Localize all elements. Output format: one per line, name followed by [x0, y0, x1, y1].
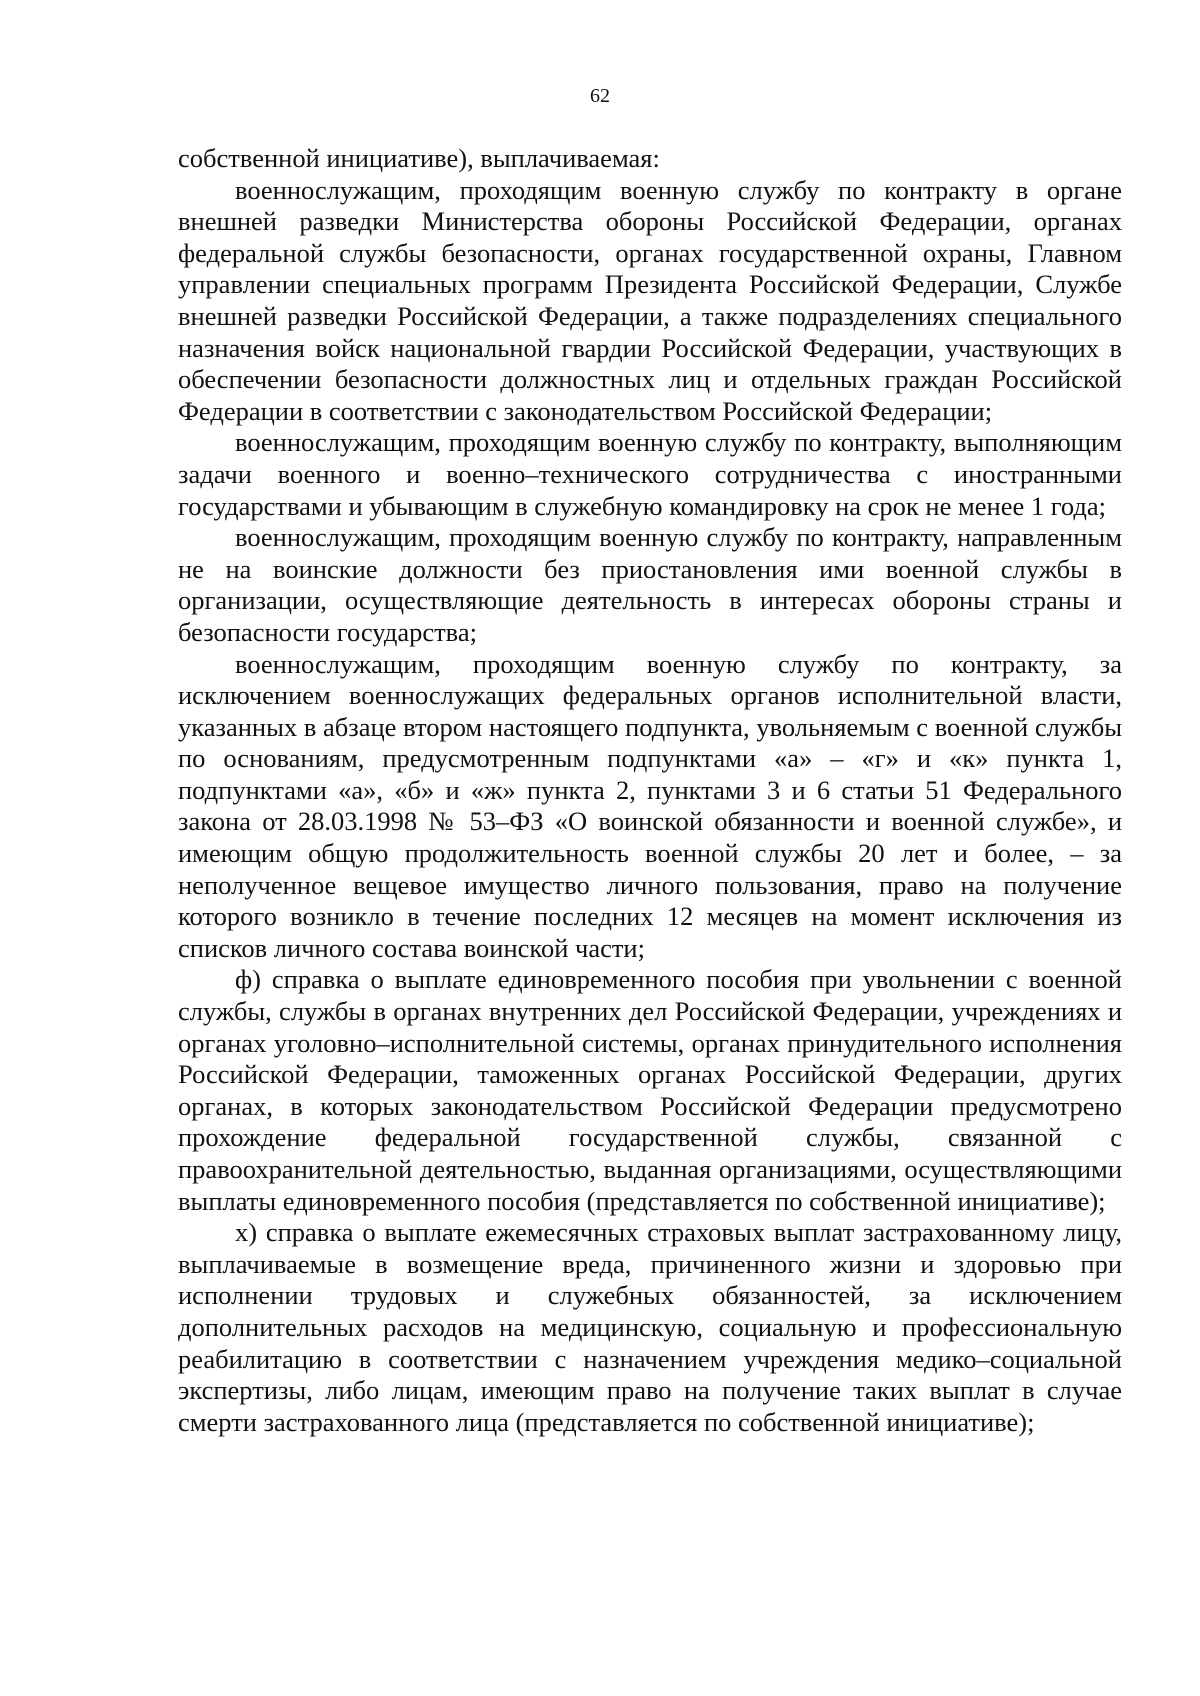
paragraph-item-h: х) справка о выплате ежемесячных страховых выплат застрахованному лицу, выплачиваемые в возмещение вреда, причиненного жизни и здоровью при исполнении трудовых и служебных обязанностей, за исключением дополнительных расходов на медицинскую, социальную и профессиональную реабилитацию в соответствии с назначением учреждения медико–социальной экспертизы, либо лицам, имеющим право на получение таких выплат в случае смерти застрахованного лица (представляется по собственной инициативе);	[178, 1217, 1122, 1437]
paragraph-external-intelligence: военнослужащим, проходящим военную службу по контракту в органе внешней разведки Министерства обороны Российской Федерации, органах федеральной службы безопасности, органах государственной охраны, Главном управлении специальных программ Президента Российской Федерации, Службе внешней разведки Российской Федерации, а также подразделениях специального назначения войск национальной гвардии Российской Федерации, участвующих в обеспечении безопасности должностных лиц и отдельных граждан Российской Федерации в соответствии с законодательством Российской Федерации;	[178, 174, 1122, 426]
paragraph-item-f: ф) справка о выплате единовременного пособия при увольнении с военной службы, службы в органах внутренних дел Российской Федерации, учреждениях и органах уголовно–исполнительной системы, органах принудительного исполнения Российской Федерации, таможенных органах Российской Федерации, других органах, в которых законодательством Российской Федерации предусмотрено прохождение федеральной государственной службы, связанной с правоохранительной деятельностью, выданная организациями, осуществляющими выплаты единовременного пособия (представляется по собственной инициативе);	[178, 964, 1122, 1216]
paragraph-military-cooperation: военнослужащим, проходящим военную службу по контракту, выполняющим задачи военного и военно–технического сотрудничества с иностранными государствами и убывающим в служебную командировку на срок не менее 1 года;	[178, 427, 1122, 521]
paragraph-continuation: собственной инициативе), выплачиваемая:	[178, 143, 660, 173]
page-number: 62	[590, 85, 610, 107]
paragraph-discharged-servicemen: военнослужащим, проходящим военную службу по контракту, за исключением военнослужащих федеральных органов исполнительной власти, указанных в абзаце втором настоящего подпункта, увольняемым с военной службы по основаниям, предусмотренным подпунктами «а» – «г» и «к» пункта 1, подпунктами «а», «б» и «ж» пункта 2, пунктами 3 и 6 статьи 51 Федерального закона от 28.03.1998 № 53–ФЗ «О воинской обязанности и военной службе», и имеющим общую продолжительность военной службы 20 лет и более, – за неполученное вещевое имущество личного пользования, право на получение которого возникло в течение последних 12 месяцев на момент исключения из списков личного состава воинской части;	[178, 648, 1122, 963]
document-body	[178, 143, 1122, 1438]
paragraph-seconded-servicemen: военнослужащим, проходящим военную службу по контракту, направленным не на воинские должности без приостановления ими военной службы в организации, осуществляющие деятельность в интересах обороны страны и безопасности государства;	[178, 522, 1122, 647]
